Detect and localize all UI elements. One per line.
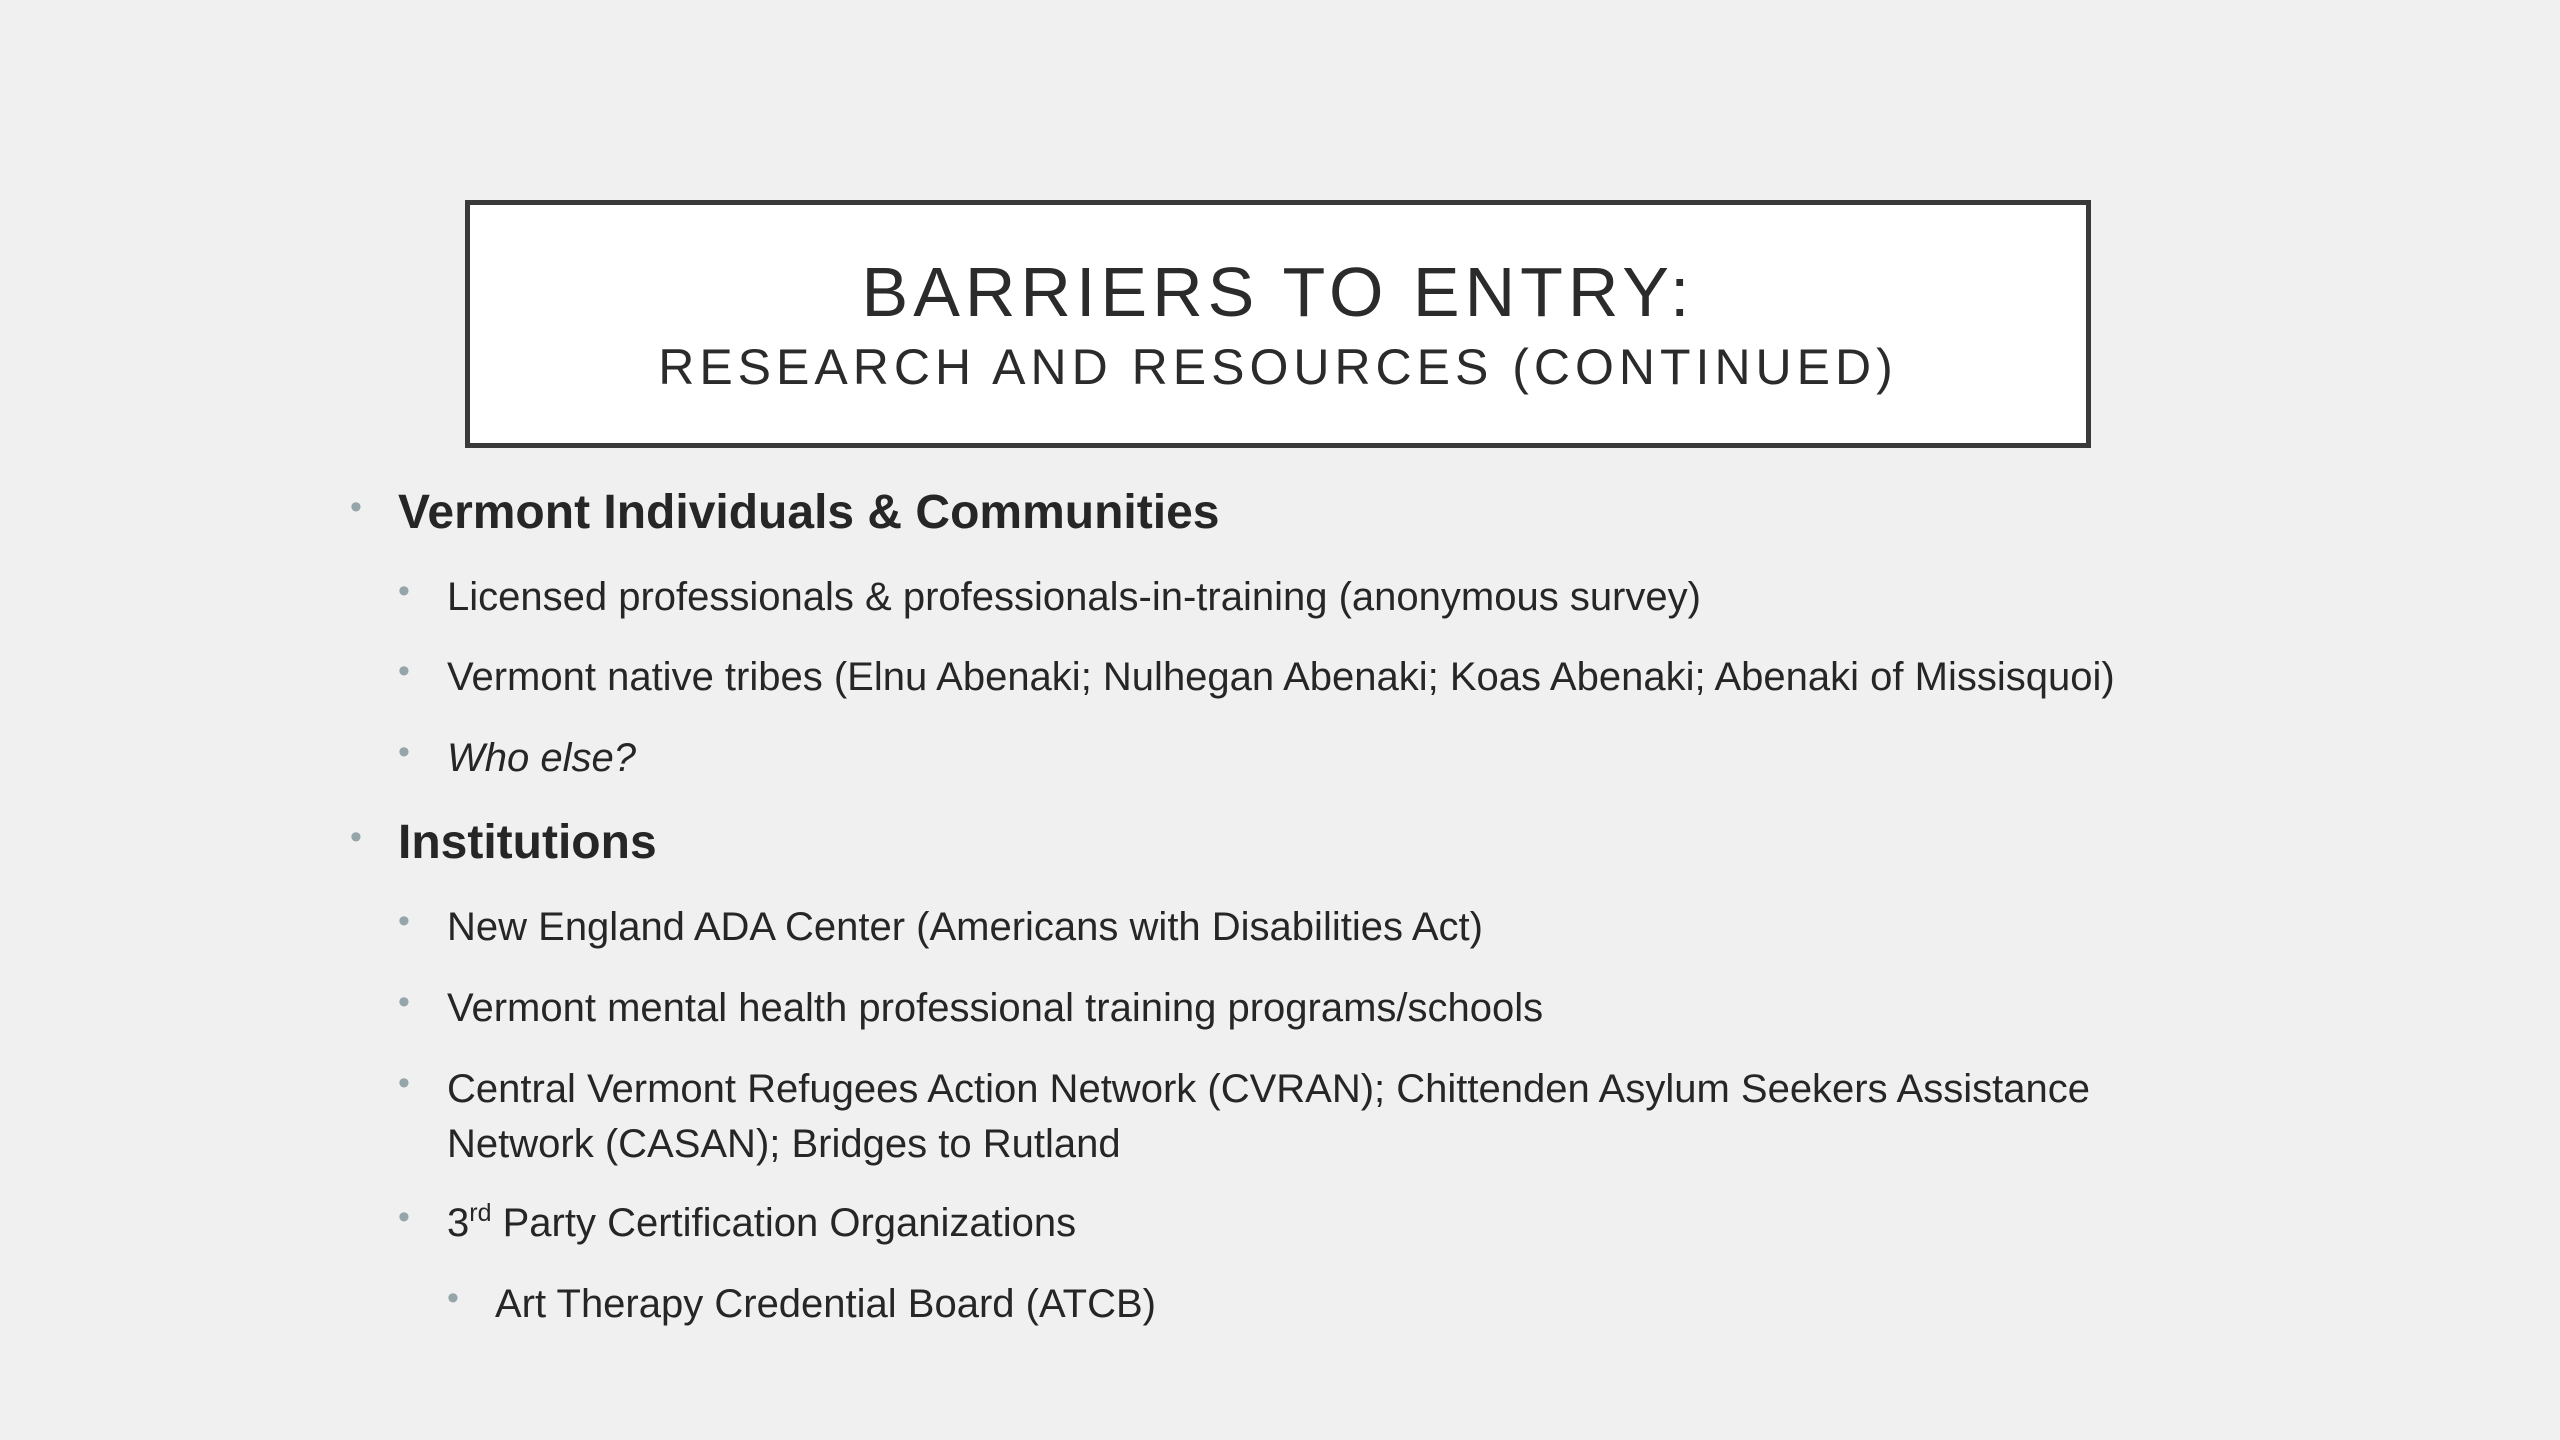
list-item-continuation: Network (CASAN); Bridges to Rutland (447, 1122, 1121, 1166)
list-item: Licensed professionals & professionals-in-training (anonymous survey) (447, 575, 1701, 619)
list-item: Who else? (447, 736, 636, 780)
certification-label: Party Certification Organizations (491, 1201, 1077, 1245)
bullet-icon: • (398, 983, 410, 1021)
bullet-icon: • (398, 572, 410, 610)
bullet-icon: • (398, 733, 410, 771)
bullet-icon: • (398, 1198, 410, 1236)
bullet-icon: • (350, 818, 362, 856)
bullet-icon: • (398, 902, 410, 940)
bullet-icon: • (398, 1064, 410, 1102)
list-item: Central Vermont Refugees Action Network (CVRAN); Chittenden Asylum Seekers Assistance (447, 1067, 2090, 1111)
slide-subtitle: RESEARCH AND RESOURCES (CONTINUED) (658, 339, 1898, 395)
bullet-icon: • (447, 1279, 459, 1317)
bullet-icon: • (398, 652, 410, 690)
bullet-icon: • (350, 488, 362, 526)
slide-title: BARRIERS TO ENTRY: (861, 253, 1695, 331)
section-heading-individuals: Vermont Individuals & Communities (398, 486, 1220, 539)
list-item: New England ADA Center (Americans with Disabilities Act) (447, 905, 1483, 949)
ordinal-number: 3 (447, 1201, 470, 1245)
sub-list-item: Art Therapy Credential Board (ATCB) (495, 1282, 1156, 1326)
list-item-certification (447, 1196, 1076, 1251)
ordinal-suffix: rd (469, 1199, 492, 1227)
list-item: Vermont mental health professional training programs/schools (447, 986, 1544, 1030)
list-item: Vermont native tribes (Elnu Abenaki; Nulhegan Abenaki; Koas Abenaki; Abenaki of Missisquoi) (447, 655, 2115, 699)
section-heading-institutions: Institutions (398, 816, 657, 869)
